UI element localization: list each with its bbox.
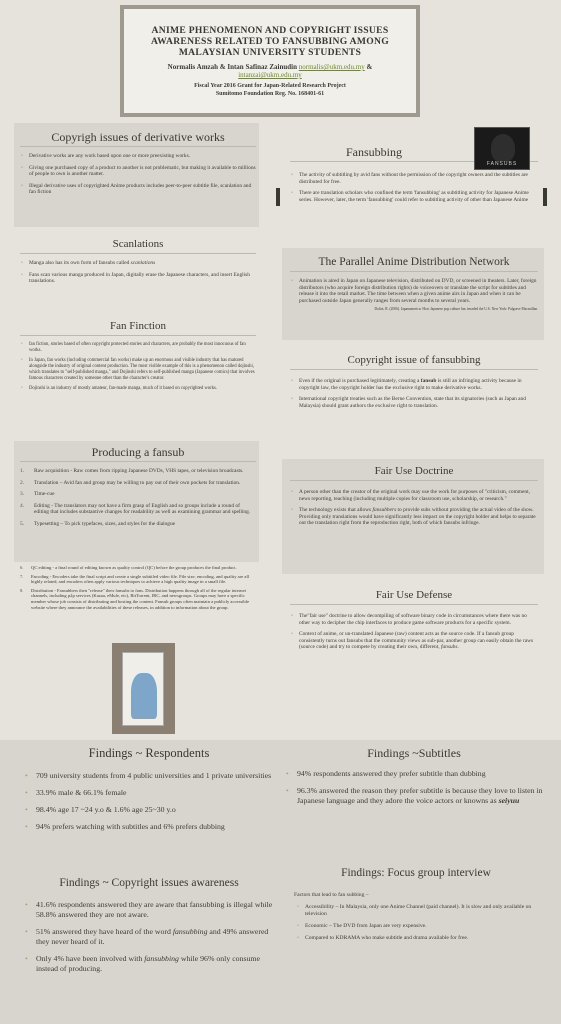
book-cover [122,652,164,726]
step-item: 6. QC editing - a final round of editing known as quality control (QC) before the group produces the final product. [20,565,256,571]
step-item: 8. Distribution - Fansubbers then "release" their fansubs to fans. Distribution happens through all of the regular internet channels, including p2p services (Kazaa, eMule, etc), BitTorrent, IRC, and newsgroups. Groups may have a specific member whose job consists of distributing and hosting the content. Fansub groups often maintain a publicly accessible website where they announce the availabilities of these releases, in addition to information about the group. [20,588,256,610]
list-item: • Giving one purchased copy of a product to another is not problematic, but making it available to millions of people to own is another matter. [20,165,256,178]
section-title: Fansubbing [290,145,538,162]
list-item: • Even if the original is purchased legitimately, creating a fansub is still an infringing activity because in copyright law, the copyright holder has the exclusive right to make derivative works. [290,378,538,391]
list-item: • There are translation scholars who confined the term 'fansubbing' as subtitling activity for Japanese Anime series. However, later, the term 'fansubbing' could refer to subtitling activity of other than Japanese Anime [290,190,538,203]
character-face [491,134,515,162]
list-item: • Fans scan various manga produced in Japan, digitally erase the Japanese characters, and insert English translations. [20,272,256,285]
list-item: • Accessibility – In Malaysia, only one Anime Channel (paid channel). It is slow and only available on television [296,904,542,918]
authors [124,63,416,79]
list-item: • Derivative works are any work based upon one or more preexisting works. [20,153,256,160]
section-producing [20,445,256,533]
section-title: The Parallel Anime Distribution Network [290,255,538,272]
step-item: 5. Typesetting – To pick typefaces, sizes, and styles for the dialogue [20,521,256,528]
section-title: Scanlations [20,238,256,254]
section-scanlations [20,238,256,290]
fansubbing-left-tab [276,188,280,206]
poster-title: ANIME PHENOMENON AND COPYRIGHT ISSUES AWARENESS RELATED TO FANSUBBING AMONG MALAYSIAN UNIVERSITY STUDENTS [150,25,390,58]
section-title: Copyrigh issues of derivative works [20,130,256,147]
list-item: • 98.4% age 17 ~24 y.o & 1.6% age 25~30 y.o [24,805,274,815]
section-title: Findings: Focus group interview [341,867,491,879]
fansubs-image [474,127,530,170]
list-item: • The activity of subtitling by avid fans without the permission of the copyright owners and the subtitles are distributed for free. [290,172,538,185]
list-item: • 94% prefers watching with subtitles and 6% prefers dubbing [24,822,274,832]
section-title: Findings ~ Copyright issues awareness [59,877,239,889]
list-item: • A person other than the creator of the original work may use the work for purposes of "criticism, comment, news reporting, teaching (including multiple copies for classroom use, scholarship, or research." [290,489,538,502]
step-item: 4. Editing - The translators may not have a firm grasp of English and so groups include a round of editing that includes substantive changes for readability as well as examining grammar and spelling. [20,503,256,516]
list-item: • fan fiction, stories based of often copyright protected stories and characters, are probably the most innocuous of fan works. [20,342,256,353]
list-item: • 94% respondents answered they prefer subtitle than dubbing [285,769,543,779]
fansubbing-right-tab [543,188,547,206]
fansubs-image-label: FANSUBS [486,161,518,167]
list-item: • The technology exists that allows fansubbers to provide subs without providing the actual video of the show. Providing only translations would have significantly less impact on the copyright holder and helps to separate out the translation right from the reproduction right, both of which fansubs infringe. [290,507,538,527]
section-title: Fan Finction [20,320,256,336]
email-link-1[interactable]: normalis@ukm.edu.my [298,63,365,71]
list-item: • In Japan, fan works (including commercial fan works) make up an enormous and visible industry that has matured alongside the industry of original content production. The most visible example of this is a phenomenon called dojinshi, which translates to "self-published manga," and Dojinshi refers to self-published manga (Japanese comics) that involves famous characters created by someone other than the character's creator. [20,358,256,381]
section-fair-use-defense [290,588,538,656]
authors-names: Normalis Amzah & Intan Safinaz Zainudin [167,63,299,71]
step-item: 1. Raw acquisition - Raw comes from ripping Japanese DVDs, VHS tapes, or television broadcasts. [20,468,256,475]
section-findings-respondents [24,746,274,839]
grant-line-2: Sumitomo Foundation Reg. No. 168401-61 [215,90,325,97]
section-fan-fiction [20,320,256,397]
poster-header [120,5,420,117]
list-item: • The"fair use" doctrine to allow decompiling of software binary code in circumstances where there was no other way to decipher the chip interfaces to produce game software products for a specific system. [290,613,538,626]
grant-line-1: Fiscal Year 2016 Grant for Japan-Related Research Project [194,83,346,89]
section-title: Fair Use Defense [290,588,538,605]
list-item: • Illegal derivative uses of copyrighted Anime products includes peer-to-peer subtitle file, scanlation and fan fiction [20,183,256,196]
section-findings-subtitles [285,746,543,813]
list-item: • Only 4% have been involved with fansubbing while 96% only consume instead of producing. [24,954,274,974]
section-findings-copyright [24,876,274,981]
section-title: Producing a fansub [20,445,256,462]
section-copyright-fansubbing [290,353,538,414]
list-item: • 41.6% respondents answered they are aware that fansubbing is illegal while 58.8% answered they are not aware. [24,900,274,920]
manga-book-photo [112,643,175,734]
step-item: 2. Translation – Avid fan and group may be willing to pay out of their own pockets for translation. [20,480,256,487]
section-title: Fair Use Doctrine [290,464,538,481]
step-item: 7. Encoding - Encoders take the final script and create a single subtitled video file. File size, encoding, and quality are all highly related, and encoders often apply various techniques to achieve a high quality image in a small file. [20,574,256,585]
list-item: • 33.9% male & 66.1% female [24,788,274,798]
list-item: • Context of anime, or un-translated Japanese (raw) content acts as the source code. If a fansub group consistently turns out fansubs that the community views as sub-par, another group can easily obtain the raws (source code) and try to compete by creating their own, different, fansubs. [290,631,538,651]
section-fair-use-doctrine [290,464,538,532]
step-item: 3. Time-cue [20,491,256,498]
section-title: Copyright issue of fansubbing [290,353,538,370]
list-item: • International copyright treaties such as the Berne Convention, state that its signatories (such as Japan and Malaysia) should grant authors the exclusive right to translation. [290,396,538,409]
list-item: • Compared to KDRAMA who make subtitle and drama available for free. [296,935,542,942]
list-item: • 51% answered they have heard of the word fansubbing and 49% answered they never heard of it. [24,927,274,947]
section-title: Findings ~ Respondents [88,746,210,760]
email-link-2[interactable]: intanzai@ukm.edu.my [238,71,302,79]
section-copyright-derivative [20,130,256,201]
section-producing-2 [20,565,256,613]
citation: Daliot, R. (2006). Japanamerica: How Japanese pop culture has invaded the U.S. New York: Palgrave Macmillan. [374,307,538,312]
authors-amp: & [364,63,373,71]
list-item: • Economic – The DVD from Japan are very expensive. [296,923,542,930]
focus-intro: Factors that lead to fan subbing – [294,892,369,898]
list-item: • Animation is aired in Japan on Japanese television, distributed on DVD, or screened in theaters. Later, foreign distributors (who acquire foreign distribution rights) do voiceovers or translate the script for subtitles and release it into the retail market. The time between when a given anime airs in Japan and when it can be purchased outside Japan generally ranges from several months to several years. [290,278,538,304]
anime-character-image [131,673,157,719]
list-item: • 96.3% answered the reason they prefer subtitle is because they love to listen in Japanese language and they adore the voice actors or knowns as seiyuu [285,786,543,806]
list-item: • 709 university students from 4 public universities and 1 private universities [24,771,274,781]
list-item: • Dojinshi is an industry of mostly amateur, fan-made manga, much of it based on copyrighted works. [20,386,256,392]
section-parallel [290,255,538,312]
section-findings-focus [290,866,542,947]
list-item: • Manga also has its own form of fansubs called scanlations [20,260,256,267]
section-title: Findings ~Subtitles [367,746,461,760]
